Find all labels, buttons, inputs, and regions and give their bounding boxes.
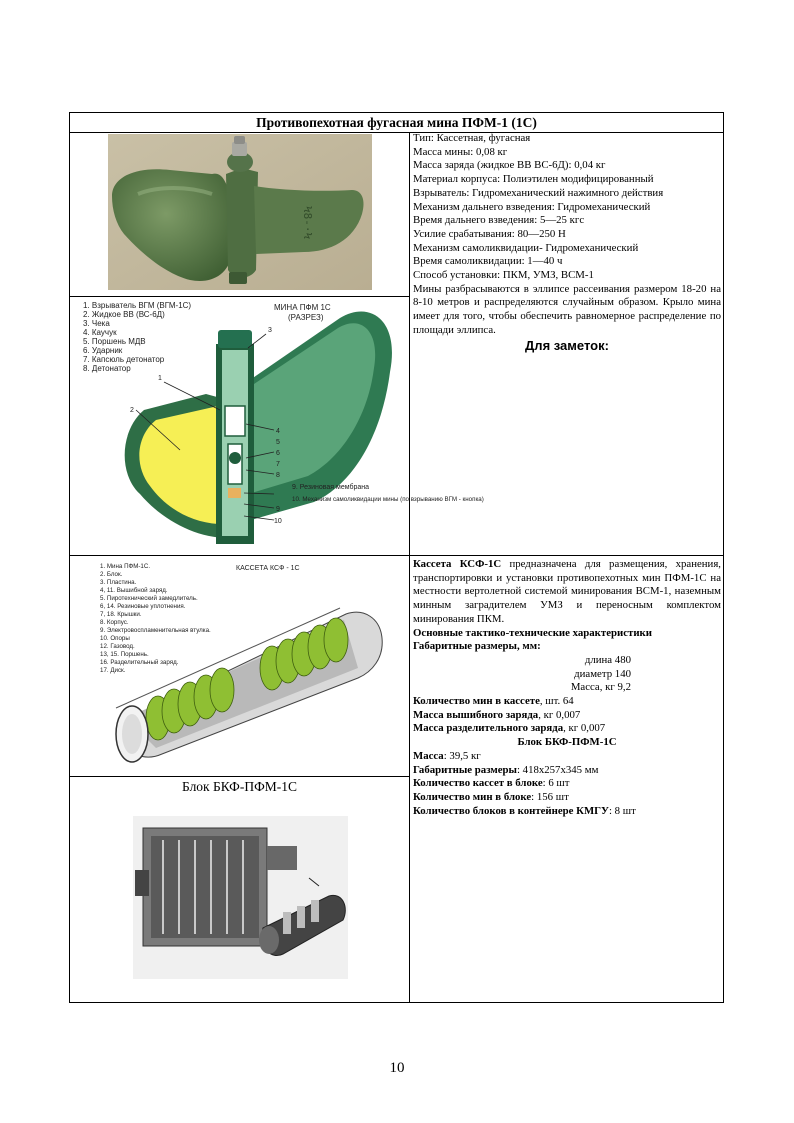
scatter-description: Мины разбрасываются в эллипсе рассеивания размером 18-20 на 8-10 метров и распределяются случайным образом. Крыло мина имеет для того, чтобы обеспечить равномерное распределение по площади эллипса. [413,282,721,336]
callout-9: 9 [276,506,280,513]
cassette-legend-6: 6, 14. Резиновые уплотнения. [100,603,186,610]
cassette-legend-14: 17. Диск. [100,667,126,674]
block-dims [413,764,721,778]
notes-heading: Для заметок: [525,337,609,353]
callout-6: 6 [276,450,280,457]
page-title: Противопехотная фугасная мина ПФМ-1 (1С) [70,113,723,133]
diagram-legend-5: 5. Поршень МДВ [83,337,146,346]
callout-2: 2 [130,407,134,414]
mine-photo [108,134,372,290]
block-cassettes-value: : 6 шт [542,777,570,790]
cassette-mass: Масса, кг 9,2 [570,681,631,694]
block-mass-label: Масса [413,749,444,762]
spec-self-destruct-mechanism: Механизм самоликвидации- Гидромеханический [413,241,639,254]
cassette-diameter: диаметр 140 [574,667,631,680]
block-containers [413,805,721,819]
cassette-expel-value: , кг 0,007 [538,708,581,721]
spec-arming-time: Время дальнего взведения: 5—25 кгс [413,214,585,227]
block-cassettes [413,777,721,791]
diagram-legend-9: 9. Резиновая мембрана [292,484,370,491]
block-heading: Блок БКФ-ПФМ-1С [517,736,617,749]
diagram-heading: МИНА ПФМ 1С [274,303,331,312]
callout-1: 1 [158,375,162,382]
cassette-intro-text: предназначена для размещения, хранения, транспортировки и установки противопехотных мин ПФМ-1С на местности вертолетной системой минирования ВСМ-1, наземным минным заградителем УМЗ и переносным комплектом минирования ПКМ. [413,558,721,625]
cassette-sep-charge [413,722,721,736]
diagram-legend-6: 6. Ударник [83,346,123,355]
cassette-expel-charge [413,709,721,723]
cassette-sep-value: , кг 0,007 [563,722,606,735]
diagram-subheading: (РАЗРЕЗ) [288,313,324,322]
cassette-legend-13: 16. Разделительный заряд. [100,659,179,666]
cassette-and-block-specs [413,558,721,818]
mine-cross-section-diagram [78,298,484,551]
diagram-legend-8: 8. Детонатор [83,364,131,373]
diagram-legend-10: 10. Механизм самоликвидации мины (по взрыванию ВГМ - кнопка) [292,496,484,503]
callout-3: 3 [268,327,272,334]
block-photo-caption: Блок БКФ-ПФМ-1С [182,779,297,794]
row-divider-full [70,555,723,556]
block-cassettes-label: Количество кассет в блоке [413,777,543,790]
cassette-expel-label: Масса вышибного заряда [413,708,539,721]
cassette-mines-value: , шт. 64 [539,695,574,708]
column-divider [409,132,410,1002]
svg-text:Ϟ8-·Ϟ: Ϟ8-·Ϟ [301,206,314,240]
callout-4: 4 [276,428,280,435]
cassette-diagram [96,558,402,772]
cassette-length: длина 480 [584,653,631,666]
cassette-mines-count [413,695,721,709]
callout-8: 8 [276,472,280,479]
diagram-legend-2: 2. Жидкое ВВ (ВС-6Д) [83,310,165,319]
cassette-legend-4: 4, 11. Вышибной заряд. [100,587,168,594]
diagram-legend-7: 7. Капсюль детонатор [83,355,165,364]
block-mines [413,791,721,805]
cassette-legend-1: 1. Мина ПФМ-1С. [100,563,151,570]
cassette-mines-label: Количество мин в кассете [413,695,540,708]
callout-10: 10 [274,518,282,525]
mine-info-table [69,112,724,1003]
spec-mass: Масса мины: 0,08 кг [413,145,508,158]
cassette-legend-12: 13, 15. Поршень. [100,651,149,658]
mine-specs [413,132,721,352]
row-divider-left-1 [70,296,409,297]
callout-5: 5 [276,439,280,446]
block-containers-label: Количество блоков в контейнере КМГУ [413,804,609,817]
spec-fuze: Взрыватель: Гидромеханический нажимного действия [413,186,664,199]
block-mines-label: Количество мин в блоке [413,790,532,803]
cassette-legend-5: 5. Пиротехнический замедлитель. [100,595,198,602]
diagram-legend-4: 4. Каучук [83,328,117,337]
spec-self-destruct-time: Время самоликвидации: 1—40 ч [413,255,563,268]
spec-arming-mechanism: Механизм дальнего взведения: Гидромеханический [413,200,651,213]
block-mass-value: : 39,5 кг [443,749,481,762]
cassette-dims-label: Габаритные размеры, мм: [413,640,541,653]
spec-charge-mass: Масса заряда (жидкое ВВ ВС-6Д): 0,04 кг [413,159,606,172]
cassette-legend-10: 10. Опоры [100,635,130,642]
block-dims-label: Габаритные размеры [413,763,517,776]
spec-installation: Способ установки: ПКМ, УМЗ, ВСМ-1 [413,269,594,282]
block-mines-value: : 156 шт [531,790,569,803]
diagram-legend-3: 3. Чека [83,319,110,328]
cassette-legend-9: 9. Электровоспламенительная втулка. [100,627,211,634]
block-containers-value: : 8 шт [608,804,636,817]
block-mass [413,750,721,764]
diagram-legend-1: 1. Взрыватель ВГМ (ВГМ-1С) [83,301,192,310]
ttx-heading: Основные тактико-технические характеристики [413,626,652,639]
callout-7: 7 [276,461,280,468]
cassette-legend-7: 7, 18. Крышки. [100,611,142,618]
cassette-intro [413,558,721,627]
row-divider-left-2 [70,776,409,777]
spec-type: Тип: Кассетная, фугасная [413,132,531,144]
cassette-legend-2: 2. Блок. [100,571,123,578]
cassette-legend-11: 12. Газовод. [100,643,135,650]
block-dims-value: : 418x257x345 мм [516,763,599,776]
spec-material: Материал корпуса: Полиэтилен модифицированный [413,173,654,186]
spec-trigger-force: Усилие срабатывания: 80—250 Н [413,227,566,240]
cassette-legend-8: 8. Корпус. [100,619,129,626]
cassette-name: Кассета КСФ-1С [413,558,502,570]
cassette-sep-label: Масса разделительного заряда [413,722,564,735]
cassette-legend-3: 3. Пластина. [100,579,137,586]
cassette-diagram-heading: КАССЕТА КСФ - 1С [236,565,300,572]
page-number: 10 [389,1060,405,1076]
block-photo [133,816,348,979]
